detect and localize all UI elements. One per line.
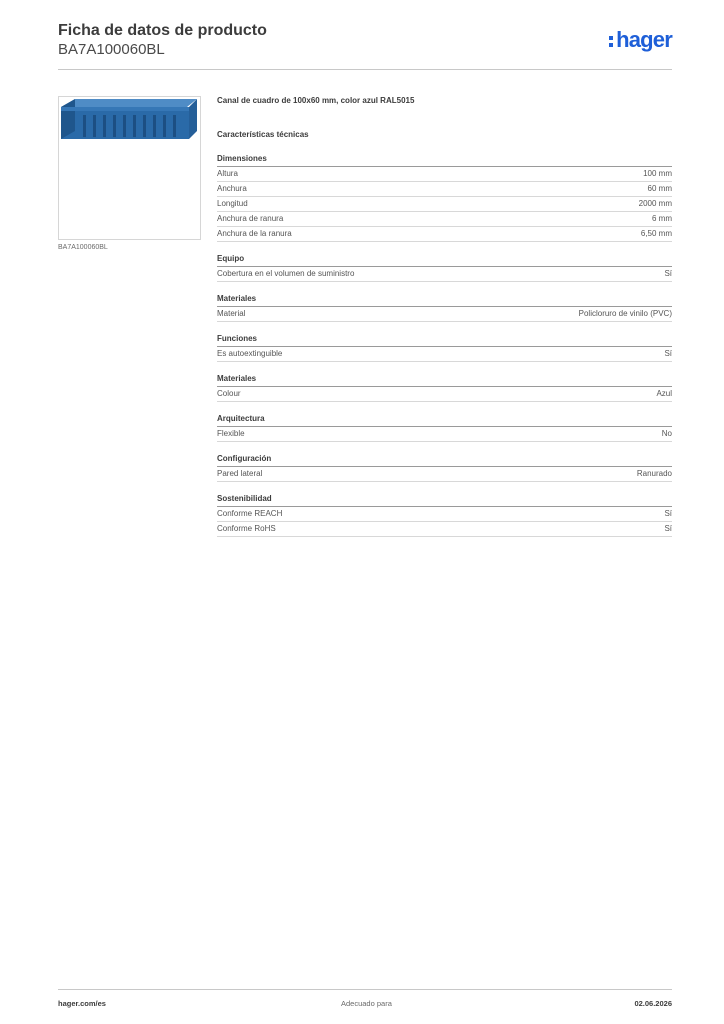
spec-row xyxy=(217,267,672,282)
product-reference: BA7A100060BL xyxy=(58,41,165,58)
spec-label: Anchura de la ranura xyxy=(217,229,292,238)
product-description: Canal de cuadro de 100x60 mm, color azul RAL5015 xyxy=(217,96,415,105)
document-footer xyxy=(58,989,672,1018)
spec-row xyxy=(217,522,672,537)
group-title: Sostenibilidad xyxy=(217,494,672,507)
spec-label: Longitud xyxy=(217,199,248,208)
spec-row xyxy=(217,507,672,522)
spec-value: 100 mm xyxy=(643,169,672,178)
group-title: Funciones xyxy=(217,334,672,347)
logo-dots-icon xyxy=(609,35,614,48)
spec-value: 60 mm xyxy=(647,184,672,193)
group-title: Equipo xyxy=(217,254,672,267)
spec-value: 6,50 mm xyxy=(640,229,672,238)
spec-row xyxy=(217,167,672,182)
spec-row xyxy=(217,182,672,197)
group-title: Materiales xyxy=(217,294,672,307)
group-title: Dimensiones xyxy=(217,154,672,167)
footer-note: Adecuado para xyxy=(341,999,392,1008)
spec-row xyxy=(217,387,672,402)
cable-duct-illustration xyxy=(59,97,200,239)
group-title: Materiales xyxy=(217,374,672,387)
spec-value: Sí xyxy=(664,524,672,533)
spec-label: Anchura de ranura xyxy=(217,214,284,223)
section-title: Características técnicas xyxy=(217,130,309,139)
spec-value: 6 mm xyxy=(652,214,672,223)
group-title: Configuración xyxy=(217,454,672,467)
image-caption: BA7A100060BL xyxy=(58,244,108,251)
document-title: Ficha de datos de producto xyxy=(58,22,267,39)
spec-value: Sí xyxy=(664,509,672,518)
hager-logo xyxy=(609,28,672,52)
spec-row xyxy=(217,307,672,322)
spec-label: Flexible xyxy=(217,429,245,438)
spec-row xyxy=(217,197,672,212)
spec-label: Material xyxy=(217,309,246,318)
spec-label: Es autoextinguible xyxy=(217,349,283,358)
spec-row xyxy=(217,347,672,362)
spec-label: Pared lateral xyxy=(217,469,263,478)
spec-value: Ranurado xyxy=(636,469,672,478)
spec-row xyxy=(217,227,672,242)
spec-label: Conforme RoHS xyxy=(217,524,276,533)
spec-label: Altura xyxy=(217,169,238,178)
spec-value: Policloruro de vinilo (PVC) xyxy=(578,309,672,318)
product-image xyxy=(58,96,201,240)
footer-date: 02.06.2026 xyxy=(634,999,672,1008)
website-link[interactable]: hager.com/es xyxy=(58,999,106,1008)
product-details xyxy=(217,96,672,537)
group-title: Arquitectura xyxy=(217,414,672,427)
spec-value: Sí xyxy=(664,269,672,278)
spec-label: Cobertura en el volumen de suministro xyxy=(217,269,355,278)
spec-label: Anchura xyxy=(217,184,247,193)
spec-row xyxy=(217,212,672,227)
spec-value: No xyxy=(661,429,672,438)
spec-label: Conforme REACH xyxy=(217,509,283,518)
spec-value: Sí xyxy=(664,349,672,358)
document-header xyxy=(58,22,672,70)
spec-label: Colour xyxy=(217,389,241,398)
spec-value: 2000 mm xyxy=(638,199,672,208)
spec-value: Azul xyxy=(656,389,672,398)
logo-text: hager xyxy=(616,27,672,52)
spec-row xyxy=(217,427,672,442)
spec-row xyxy=(217,467,672,482)
